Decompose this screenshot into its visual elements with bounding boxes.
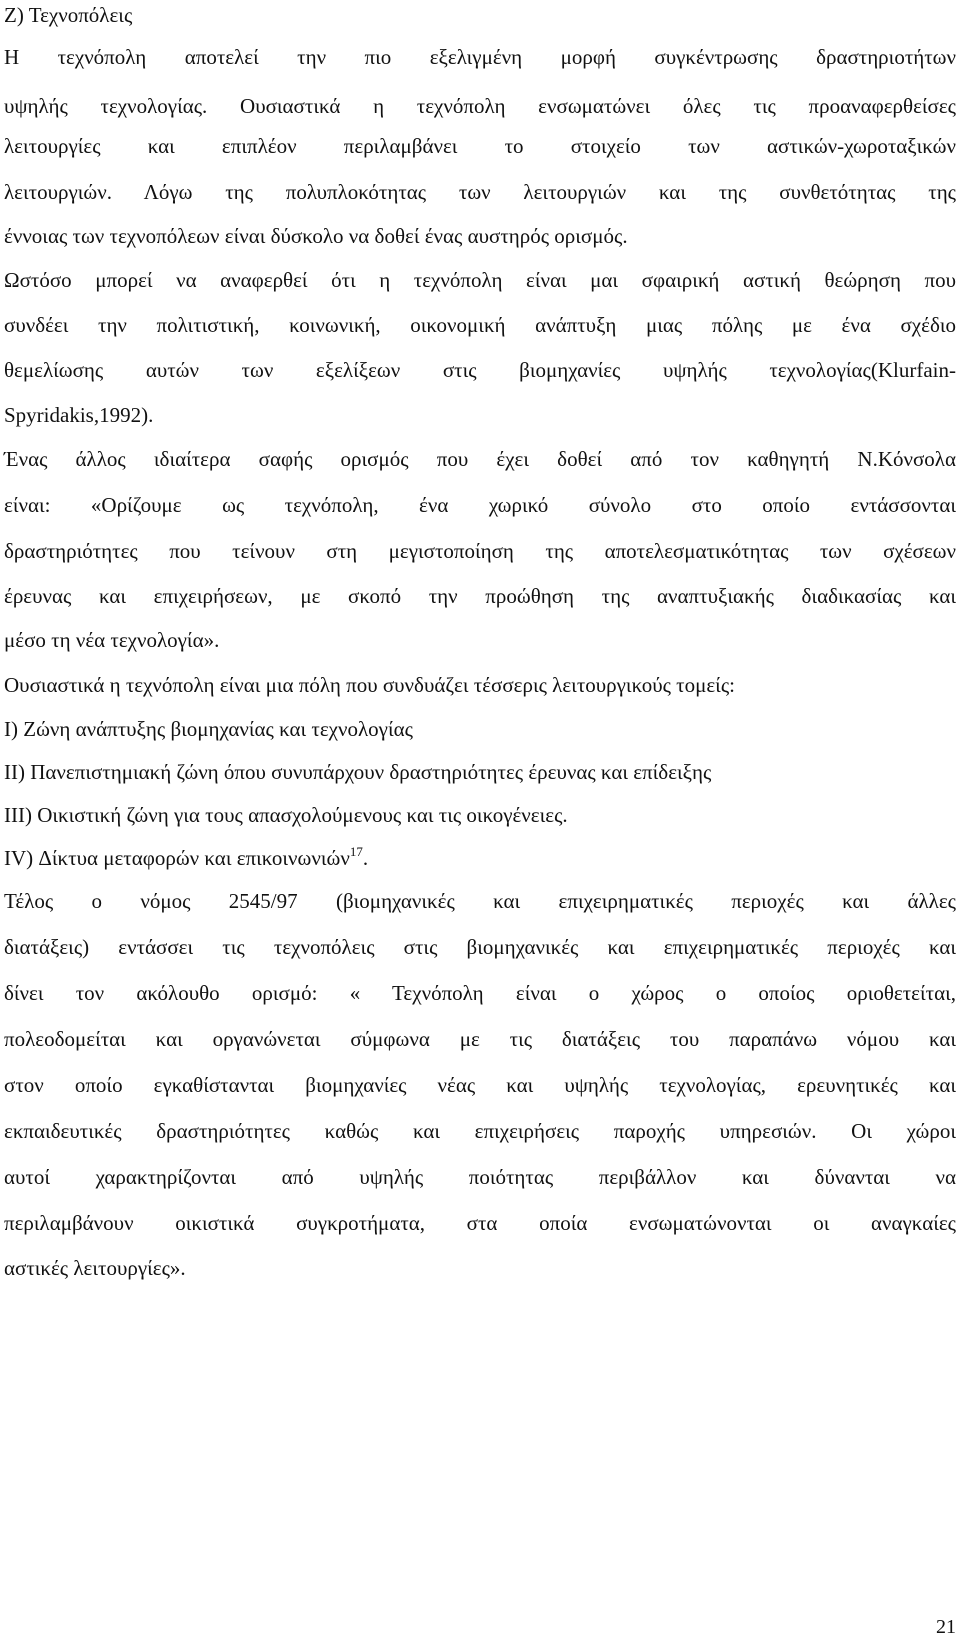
text-line: λειτουργίες και επιπλέον περιλαμβάνει το στοιχείο των αστικών-χωροταξικών <box>4 134 956 158</box>
text-line: διατάξεις) εντάσσει τις τεχνοπόλεις στις βιομηχανικές και επιχειρηματικές περιοχές και <box>4 935 956 959</box>
footnote-reference: 17 <box>349 844 363 859</box>
text-line: Τέλος ο νόμος 2545/97 (βιομηχανικές και επιχειρηματικές περιοχές και άλλες <box>4 889 956 913</box>
text-line: συνδέει την πολιτιστική, κοινωνική, οικονομική ανάπτυξη μιας πόλης με ένα σχέδιο <box>4 313 956 337</box>
text-line: δραστηριότητες που τείνουν στη μεγιστοποίηση της αποτελεσματικότητας των σχέσεων <box>4 539 956 563</box>
text-line: έρευνας και επιχειρήσεων, με σκοπό την προώθηση της αναπτυξιακής διαδικασίας και <box>4 584 956 608</box>
text-line: Ένας άλλος ιδιαίτερα σαφής ορισμός που έχει δοθεί από τον καθηγητή Ν.Κόνσολα <box>4 447 956 471</box>
text-line: εκπαιδευτικές δραστηριότητες καθώς και επιχειρήσεις παροχής υπηρεσιών. Οι χώροι <box>4 1119 956 1143</box>
section-heading: Ζ) Τεχνοπόλεις <box>4 3 133 27</box>
text-line: έννοιας των τεχνοπόλεων είναι δύσκολο να δοθεί ένας αυστηρός ορισμός. <box>4 224 628 248</box>
text-line: αυτοί χαρακτηρίζονται από υψηλής ποιότητας περιβάλλον και δύνανται να <box>4 1165 956 1189</box>
text-line: υψηλής τεχνολογίας. Ουσιαστικά η τεχνόπολη ενσωματώνει όλες τις προαναφερθείσες <box>4 94 956 118</box>
page-number: 21 <box>936 1616 956 1638</box>
text-line: λειτουργιών. Λόγω της πολυπλοκότητας των λειτουργιών και της συνθετότητας της <box>4 180 956 204</box>
text-line: είναι: «Ορίζουμε ως τεχνόπολη, ένα χωρικό σύνολο στο οποίο εντάσσονται <box>4 493 956 517</box>
text-line: Ουσιαστικά η τεχνόπολη είναι μια πόλη που συνδυάζει τέσσερις λειτουργικούς τομείς: <box>4 673 735 697</box>
list-item-text: IV) Δίκτυα μεταφορών και επικοινωνιών <box>4 846 350 870</box>
list-item-trail: . <box>362 846 369 870</box>
list-item: Ι) Ζώνη ανάπτυξης βιομηχανίας και τεχνολογίας <box>4 717 413 741</box>
list-item <box>4 846 956 870</box>
text-line: Ωστόσο μπορεί να αναφερθεί ότι η τεχνόπολη είναι μαι σφαιρική αστική θεώρηση που <box>4 268 956 292</box>
text-line: Η τεχνόπολη αποτελεί την πιο εξελιγμένη μορφή συγκέντρωσης δραστηριοτήτων <box>4 45 956 69</box>
text-line: δίνει τον ακόλουθο ορισμό: « Τεχνόπολη είναι ο χώρος ο οποίος οριοθετείται, <box>4 981 956 1005</box>
text-line: στον οποίο εγκαθίστανται βιομηχανίες νέας και υψηλής τεχνολογίας, ερευνητικές και <box>4 1073 956 1097</box>
text-line: αστικές λειτουργίες». <box>4 1256 186 1280</box>
text-line: περιλαμβάνουν οικιστικά συγκροτήματα, στα οποία ενσωματώνονται οι αναγκαίες <box>4 1211 956 1235</box>
text-line: Spyridakis,1992). <box>4 403 154 427</box>
text-line: θεμελίωσης αυτών των εξελίξεων στις βιομηχανίες υψηλής τεχνολογίας(Klurfain- <box>4 358 956 382</box>
list-item: ΙΙΙ) Οικιστική ζώνη για τους απασχολούμενους και τις οικογένειες. <box>4 803 568 827</box>
text-line: πολεοδομείται και οργανώνεται σύμφωνα με τις διατάξεις του παραπάνω νόμου και <box>4 1027 956 1051</box>
list-item: ΙΙ) Πανεπιστημιακή ζώνη όπου συνυπάρχουν δραστηριότητες έρευνας και επίδειξης <box>4 760 712 784</box>
text-line: μέσο τη νέα τεχνολογία». <box>4 628 220 652</box>
